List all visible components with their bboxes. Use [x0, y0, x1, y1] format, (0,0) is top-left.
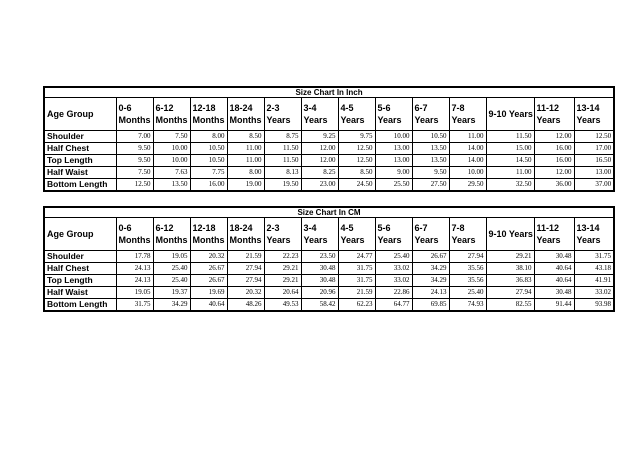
- table-cell: 43.18: [574, 263, 614, 275]
- table-cell: 29.21: [264, 263, 301, 275]
- table-row: [44, 179, 614, 192]
- table-cell: 33.02: [375, 275, 412, 287]
- row-label: Shoulder: [44, 131, 116, 143]
- table-cell: 7.50: [153, 131, 190, 143]
- table-cell: 26.67: [190, 263, 227, 275]
- table-cell: 30.48: [534, 251, 574, 263]
- column-header: 12-18 Months: [190, 98, 227, 131]
- table-cell: 19.50: [264, 179, 301, 192]
- table-cell: 24.13: [116, 275, 153, 287]
- table-cell: 40.64: [190, 299, 227, 312]
- table-cell: 21.59: [338, 287, 375, 299]
- table-cell: 13.00: [574, 167, 614, 179]
- table-cell: 27.50: [412, 179, 449, 192]
- table-cell: 7.75: [190, 167, 227, 179]
- table-cell: 31.75: [116, 299, 153, 312]
- column-header: 5-6 Years: [375, 98, 412, 131]
- column-header: 18-24 Months: [227, 218, 264, 251]
- table-cell: 27.94: [227, 275, 264, 287]
- table-cell: 11.50: [264, 143, 301, 155]
- table-cell: 25.40: [153, 275, 190, 287]
- column-header: 9-10 Years: [486, 98, 534, 131]
- table-cell: 38.10: [486, 263, 534, 275]
- table-cell: 10.50: [412, 131, 449, 143]
- table-cell: 35.56: [449, 263, 486, 275]
- table-cell: 30.48: [301, 263, 338, 275]
- table-cell: 34.29: [153, 299, 190, 312]
- size-chart-cm: [43, 206, 615, 312]
- table-cell: 20.64: [264, 287, 301, 299]
- row-label: Top Length: [44, 275, 116, 287]
- table-cell: 19.05: [153, 251, 190, 263]
- age-group-header: Age Group: [44, 98, 116, 131]
- row-label: Half Chest: [44, 263, 116, 275]
- column-header: 0-6 Months: [116, 98, 153, 131]
- table-cell: 37.00: [574, 179, 614, 192]
- row-label: Bottom Length: [44, 179, 116, 192]
- table-cell: 40.64: [534, 275, 574, 287]
- table-cell: 25.40: [375, 251, 412, 263]
- table-cell: 10.50: [190, 143, 227, 155]
- table-cell: 24.77: [338, 251, 375, 263]
- row-label: Half Chest: [44, 143, 116, 155]
- column-header: 13-14 Years: [574, 218, 614, 251]
- column-header: 6-12 Months: [153, 98, 190, 131]
- table-cell: 22.86: [375, 287, 412, 299]
- table-cell: 16.00: [534, 143, 574, 155]
- table-cell: 10.00: [449, 167, 486, 179]
- table-cell: 29.50: [449, 179, 486, 192]
- table-cell: 13.00: [375, 155, 412, 167]
- table-cell: 12.50: [574, 131, 614, 143]
- table-cell: 9.75: [338, 131, 375, 143]
- table-row: [44, 143, 614, 155]
- table-cell: 23.50: [301, 251, 338, 263]
- table-cell: 13.50: [412, 143, 449, 155]
- column-header: 11-12 Years: [534, 218, 574, 251]
- table-row: [44, 287, 614, 299]
- row-label: Top Length: [44, 155, 116, 167]
- table-row: [44, 251, 614, 263]
- table-cell: 31.75: [338, 263, 375, 275]
- table-cell: 10.50: [190, 155, 227, 167]
- chart-title: Size Chart In CM: [44, 207, 614, 218]
- table-cell: 64.77: [375, 299, 412, 312]
- table-row: [44, 299, 614, 312]
- table-cell: 16.00: [534, 155, 574, 167]
- age-group-header: Age Group: [44, 218, 116, 251]
- table-cell: 40.64: [534, 263, 574, 275]
- table-cell: 20.96: [301, 287, 338, 299]
- table-cell: 8.00: [227, 167, 264, 179]
- table-cell: 31.75: [574, 251, 614, 263]
- table-cell: 29.21: [486, 251, 534, 263]
- table-cell: 8.13: [264, 167, 301, 179]
- size-chart-inch: [43, 86, 615, 192]
- table-cell: 21.59: [227, 251, 264, 263]
- table-cell: 10.00: [375, 131, 412, 143]
- table-cell: 9.50: [412, 167, 449, 179]
- table-cell: 12.00: [301, 155, 338, 167]
- table-cell: 9.00: [375, 167, 412, 179]
- table-cell: 24.13: [412, 287, 449, 299]
- table-cell: 27.94: [227, 263, 264, 275]
- table-cell: 10.00: [153, 143, 190, 155]
- table-cell: 30.48: [301, 275, 338, 287]
- table-cell: 69.85: [412, 299, 449, 312]
- row-label: Shoulder: [44, 251, 116, 263]
- table-cell: 11.00: [486, 167, 534, 179]
- table-cell: 13.50: [153, 179, 190, 192]
- table-cell: 12.00: [534, 167, 574, 179]
- table-cell: 41.91: [574, 275, 614, 287]
- table-cell: 25.40: [449, 287, 486, 299]
- table-cell: 32.50: [486, 179, 534, 192]
- table-cell: 8.00: [190, 131, 227, 143]
- table-cell: 16.50: [574, 155, 614, 167]
- table-cell: 34.29: [412, 263, 449, 275]
- column-header: 2-3 Years: [264, 98, 301, 131]
- table-cell: 12.50: [338, 155, 375, 167]
- table-cell: 19.05: [116, 287, 153, 299]
- table-row: [44, 275, 614, 287]
- column-header: 11-12 Years: [534, 98, 574, 131]
- table-cell: 14.00: [449, 143, 486, 155]
- table-cell: 36.83: [486, 275, 534, 287]
- table-cell: 29.21: [264, 275, 301, 287]
- table-cell: 19.37: [153, 287, 190, 299]
- table-cell: 20.32: [227, 287, 264, 299]
- table-cell: 36.00: [534, 179, 574, 192]
- column-header: 3-4 Years: [301, 98, 338, 131]
- table-cell: 26.67: [190, 275, 227, 287]
- table-cell: 14.50: [486, 155, 534, 167]
- table-cell: 27.94: [486, 287, 534, 299]
- table-cell: 10.00: [153, 155, 190, 167]
- row-label: Half Waist: [44, 167, 116, 179]
- table-cell: 9.25: [301, 131, 338, 143]
- table-cell: 30.48: [534, 287, 574, 299]
- table-cell: 8.50: [338, 167, 375, 179]
- table-cell: 7.00: [116, 131, 153, 143]
- table-cell: 82.55: [486, 299, 534, 312]
- table-cell: 35.56: [449, 275, 486, 287]
- table-cell: 62.23: [338, 299, 375, 312]
- table-cell: 11.00: [227, 143, 264, 155]
- table-cell: 13.50: [412, 155, 449, 167]
- table-cell: 11.50: [486, 131, 534, 143]
- table-cell: 8.75: [264, 131, 301, 143]
- table-cell: 16.00: [190, 179, 227, 192]
- row-label: Bottom Length: [44, 299, 116, 312]
- table-row: [44, 155, 614, 167]
- table-cell: 22.23: [264, 251, 301, 263]
- table-cell: 26.67: [412, 251, 449, 263]
- column-header: 13-14 Years: [574, 98, 614, 131]
- table-cell: 31.75: [338, 275, 375, 287]
- table-cell: 17.00: [574, 143, 614, 155]
- table-cell: 8.50: [227, 131, 264, 143]
- table-cell: 17.78: [116, 251, 153, 263]
- table-cell: 23.00: [301, 179, 338, 192]
- table-cell: 33.02: [375, 263, 412, 275]
- table-cell: 24.13: [116, 263, 153, 275]
- column-header: 9-10 Years: [486, 218, 534, 251]
- column-header: 7-8 Years: [449, 218, 486, 251]
- column-header: 3-4 Years: [301, 218, 338, 251]
- column-header: 5-6 Years: [375, 218, 412, 251]
- table-cell: 27.94: [449, 251, 486, 263]
- table-cell: 19.00: [227, 179, 264, 192]
- table-cell: 24.50: [338, 179, 375, 192]
- column-header: 6-7 Years: [412, 218, 449, 251]
- table-cell: 19.69: [190, 287, 227, 299]
- table-cell: 91.44: [534, 299, 574, 312]
- table-cell: 12.00: [534, 131, 574, 143]
- table-cell: 20.32: [190, 251, 227, 263]
- chart-title: Size Chart In Inch: [44, 87, 614, 98]
- table-cell: 93.98: [574, 299, 614, 312]
- table-cell: 9.50: [116, 143, 153, 155]
- table-cell: 15.00: [486, 143, 534, 155]
- table-cell: 74.93: [449, 299, 486, 312]
- table-cell: 11.00: [227, 155, 264, 167]
- table-cell: 34.29: [412, 275, 449, 287]
- row-label: Half Waist: [44, 287, 116, 299]
- table-cell: 13.00: [375, 143, 412, 155]
- table-cell: 33.02: [574, 287, 614, 299]
- table-cell: 58.42: [301, 299, 338, 312]
- column-header: 4-5 Years: [338, 98, 375, 131]
- table-cell: 25.50: [375, 179, 412, 192]
- column-header: 12-18 Months: [190, 218, 227, 251]
- table-cell: 8.25: [301, 167, 338, 179]
- table-cell: 25.40: [153, 263, 190, 275]
- table-cell: 12.50: [338, 143, 375, 155]
- table-row: [44, 167, 614, 179]
- table-cell: 49.53: [264, 299, 301, 312]
- table-row: [44, 131, 614, 143]
- table-cell: 11.50: [264, 155, 301, 167]
- table-cell: 7.63: [153, 167, 190, 179]
- column-header: 6-7 Years: [412, 98, 449, 131]
- table-cell: 12.00: [301, 143, 338, 155]
- column-header: 18-24 Months: [227, 98, 264, 131]
- column-header: 6-12 Months: [153, 218, 190, 251]
- table-cell: 48.26: [227, 299, 264, 312]
- column-header: 2-3 Years: [264, 218, 301, 251]
- column-header: 4-5 Years: [338, 218, 375, 251]
- table-cell: 9.50: [116, 155, 153, 167]
- table-cell: 12.50: [116, 179, 153, 192]
- table-row: [44, 263, 614, 275]
- table-cell: 14.00: [449, 155, 486, 167]
- column-header: 7-8 Years: [449, 98, 486, 131]
- table-cell: 7.50: [116, 167, 153, 179]
- table-cell: 11.00: [449, 131, 486, 143]
- column-header: 0-6 Months: [116, 218, 153, 251]
